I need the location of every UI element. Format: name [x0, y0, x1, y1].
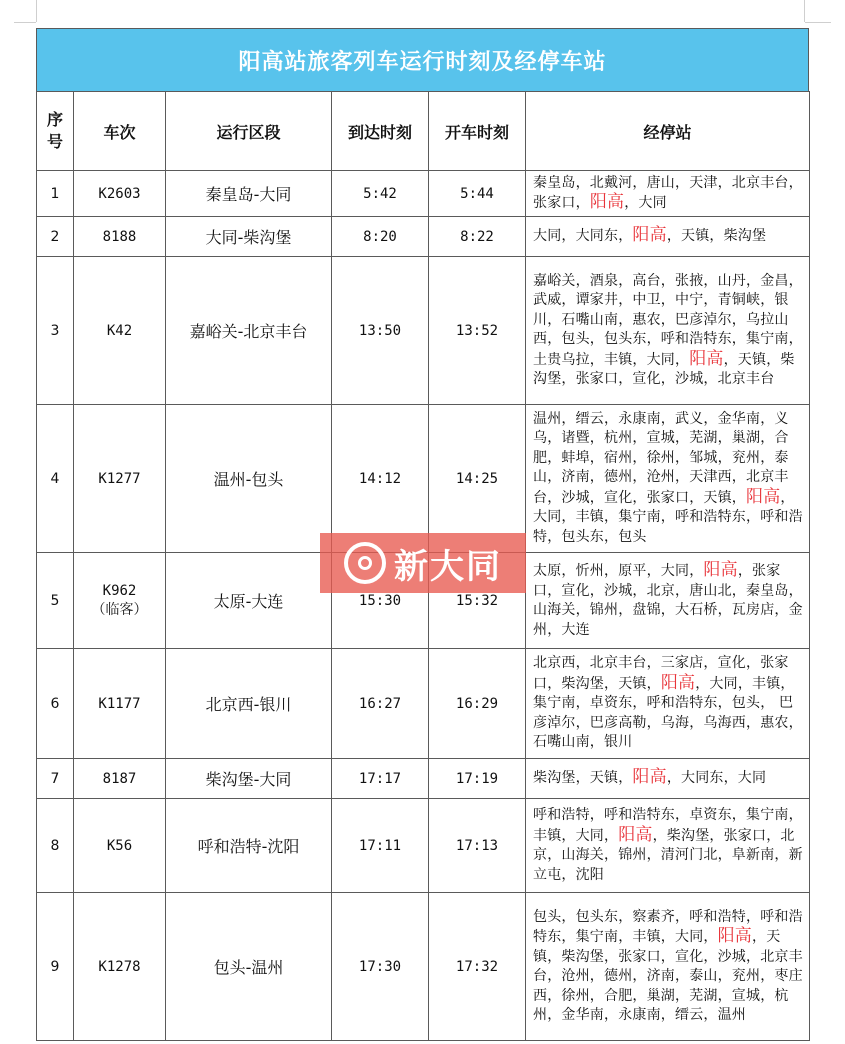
cell-seq: 3 — [37, 257, 74, 405]
stops-after: ，张家口，宣化，沙城，北京，唐山北，秦皇岛，山海关，锦州，盘锦，大石桥，瓦房店，金州，大连 — [533, 563, 803, 638]
table-row — [37, 217, 810, 257]
highlight-station: 阳高 — [689, 348, 724, 369]
train-number: K2603 — [98, 185, 141, 202]
cell-train — [74, 759, 166, 799]
cell-seq: 9 — [37, 893, 74, 1041]
train-note: （临客） — [91, 601, 148, 618]
cell-train — [74, 649, 166, 759]
cell-route: 北京西-银川 — [166, 649, 332, 759]
cell-arrive: 14:12 — [332, 405, 429, 553]
stops-before: 呼和浩特，呼和浩特东，卓资东，集宁南，丰镇，大同， — [533, 807, 803, 844]
cell-stops — [526, 257, 810, 405]
cell-train — [74, 553, 166, 649]
table-row — [37, 405, 810, 553]
cell-stops — [526, 759, 810, 799]
cell-train — [74, 893, 166, 1041]
cell-train — [74, 257, 166, 405]
stops-before: 北京西，北京丰台，三家店，宣化，张家口，柴沟堡，天镇， — [533, 655, 789, 692]
cell-stops — [526, 405, 810, 553]
stops-after: ，天镇，柴沟堡，张家口，宣化，沙城，北京丰台，沧州，德州，济南，泰山，兖州，枣庄西，徐州，合肥，巢湖，芜湖，宣城，杭州，金华南，永康南，缙云，温州 — [533, 929, 803, 1023]
header-seq — [37, 92, 74, 171]
cell-seq: 2 — [37, 217, 74, 257]
header-route: 运行区段 — [166, 92, 332, 171]
cell-route: 秦皇岛-大同 — [166, 171, 332, 217]
header-stops: 经停站 — [526, 92, 810, 171]
cell-depart: 17:19 — [429, 759, 526, 799]
cell-depart: 8:22 — [429, 217, 526, 257]
stops-after: ，天镇，柴沟堡 — [666, 228, 767, 245]
cell-seq: 6 — [37, 649, 74, 759]
highlight-station: 阳高 — [746, 486, 781, 507]
highlight-station: 阳高 — [632, 225, 667, 246]
stops-before: 柴沟堡，天镇， — [533, 770, 633, 787]
header-arrive: 到达时刻 — [332, 92, 429, 171]
table-row — [37, 649, 810, 759]
page-corner-guide-left-h — [14, 22, 36, 23]
cell-arrive: 17:30 — [332, 893, 429, 1041]
cell-depart: 16:29 — [429, 649, 526, 759]
table-title: 阳高站旅客列车运行时刻及经停车站 — [36, 28, 809, 91]
cell-seq: 8 — [37, 799, 74, 893]
train-number: 8188 — [102, 228, 137, 245]
cell-train — [74, 799, 166, 893]
page-corner-guide-right — [804, 0, 805, 22]
cell-route: 柴沟堡-大同 — [166, 759, 332, 799]
table-row — [37, 759, 810, 799]
stops-after: ，天镇，柴沟堡，张家口，宣化，沙城，北京丰台 — [533, 351, 795, 387]
page-corner-guide-right-h — [805, 22, 831, 23]
cell-stops — [526, 217, 810, 257]
cell-seq: 5 — [37, 553, 74, 649]
header-depart: 开车时刻 — [429, 92, 526, 171]
cell-route: 包头-温州 — [166, 893, 332, 1041]
train-number: K1277 — [98, 470, 141, 487]
watermark-logo-icon — [344, 542, 386, 584]
cell-seq: 1 — [37, 171, 74, 217]
cell-route: 嘉峪关-北京丰台 — [166, 257, 332, 405]
cell-depart: 14:25 — [429, 405, 526, 553]
cell-stops — [526, 799, 810, 893]
cell-stops — [526, 171, 810, 217]
cell-arrive: 16:27 — [332, 649, 429, 759]
highlight-station: 阳高 — [703, 560, 738, 580]
stops-after: ，大同，丰镇，集宁南，卓资东，呼和浩特东，包头， 巴彦淖尔，巴彦高勒，乌海，乌海西，惠农，石嘴山南，银川 — [533, 675, 803, 751]
watermark-text: 新大同 — [394, 546, 502, 587]
stops-after: ，柴沟堡，张家口，北京，山海关，锦州，清河门北，阜新南，新立屯，沈阳 — [533, 827, 803, 883]
cell-route: 呼和浩特-沈阳 — [166, 799, 332, 893]
train-number: K56 — [106, 837, 133, 854]
highlight-station: 阳高 — [589, 192, 625, 212]
cell-train — [74, 217, 166, 257]
page-corner-guide-left — [36, 0, 37, 22]
stops-before: 大同，大同东， — [533, 228, 633, 245]
train-number: K1278 — [98, 958, 141, 975]
stops-before: 温州，缙云，永康南，武义，金华南，义乌，诸暨，杭州，宣城，芜湖，巢湖，合肥，蚌埠，宿州，徐州，邹城，兖州，泰山，济南，德州，沧州，天津西，北京丰台，沙城，宣化，张家口，天镇， — [533, 410, 789, 506]
header-row — [37, 92, 810, 171]
cell-train — [74, 171, 166, 217]
stops-before: 太原，忻州，原平，大同， — [533, 563, 704, 579]
table-row — [37, 257, 810, 405]
table-row — [37, 799, 810, 893]
watermark — [320, 533, 526, 593]
cell-route: 太原-大连 — [166, 553, 332, 649]
stops-before: 嘉峪关，酒泉，高台，张掖，山丹，金昌，武威，谭家井，中卫，中宁，青铜峡，银川，石嘴山南，惠农，巴彦淖尔，乌拉山西，包头，包头东，呼和浩特东，集宁南，土贵乌拉，丰镇，大同， — [533, 272, 803, 368]
cell-arrive: 8:20 — [332, 217, 429, 257]
cell-arrive: 17:11 — [332, 799, 429, 893]
table-row — [37, 171, 810, 217]
cell-seq: 4 — [37, 405, 74, 553]
cell-depart: 15:32 — [429, 553, 526, 649]
cell-depart: 17:13 — [429, 799, 526, 893]
train-number: K1177 — [98, 695, 141, 712]
highlight-station: 阳高 — [618, 824, 653, 845]
cell-arrive: 15:30 — [332, 553, 429, 649]
table-row — [37, 893, 810, 1041]
stops-after: ，大同，丰镇，集宁南，呼和浩特东，呼和浩特，包头东，包头 — [533, 489, 803, 545]
cell-route: 大同-柴沟堡 — [166, 217, 332, 257]
cell-route: 温州-包头 — [166, 405, 332, 553]
stops-after: ，大同东，大同 — [666, 770, 767, 787]
cell-depart: 5:44 — [429, 171, 526, 217]
train-number: 8187 — [102, 770, 137, 787]
highlight-station: 阳高 — [717, 926, 753, 946]
cell-stops — [526, 893, 810, 1041]
cell-arrive: 17:17 — [332, 759, 429, 799]
header-train: 车次 — [74, 92, 166, 171]
highlight-station: 阳高 — [632, 767, 667, 788]
stops-before: 秦皇岛，北戴河，唐山，天津，北京丰台，张家口， — [533, 174, 803, 211]
highlight-station: 阳高 — [660, 672, 696, 693]
cell-stops — [526, 649, 810, 759]
train-number: K42 — [106, 322, 133, 339]
cell-arrive: 5:42 — [332, 171, 429, 217]
stops-after: ，大同 — [624, 195, 667, 211]
header-seq-label: 序号 — [46, 110, 63, 151]
cell-depart: 13:52 — [429, 257, 526, 405]
cell-stops — [526, 553, 810, 649]
cell-depart: 17:32 — [429, 893, 526, 1041]
cell-arrive: 13:50 — [332, 257, 429, 405]
train-number: K962 — [102, 582, 137, 599]
cell-train — [74, 405, 166, 553]
cell-seq: 7 — [37, 759, 74, 799]
stops-before: 包头，包头东，察素齐，呼和浩特，呼和浩特东，集宁南，丰镇，大同， — [533, 908, 803, 945]
